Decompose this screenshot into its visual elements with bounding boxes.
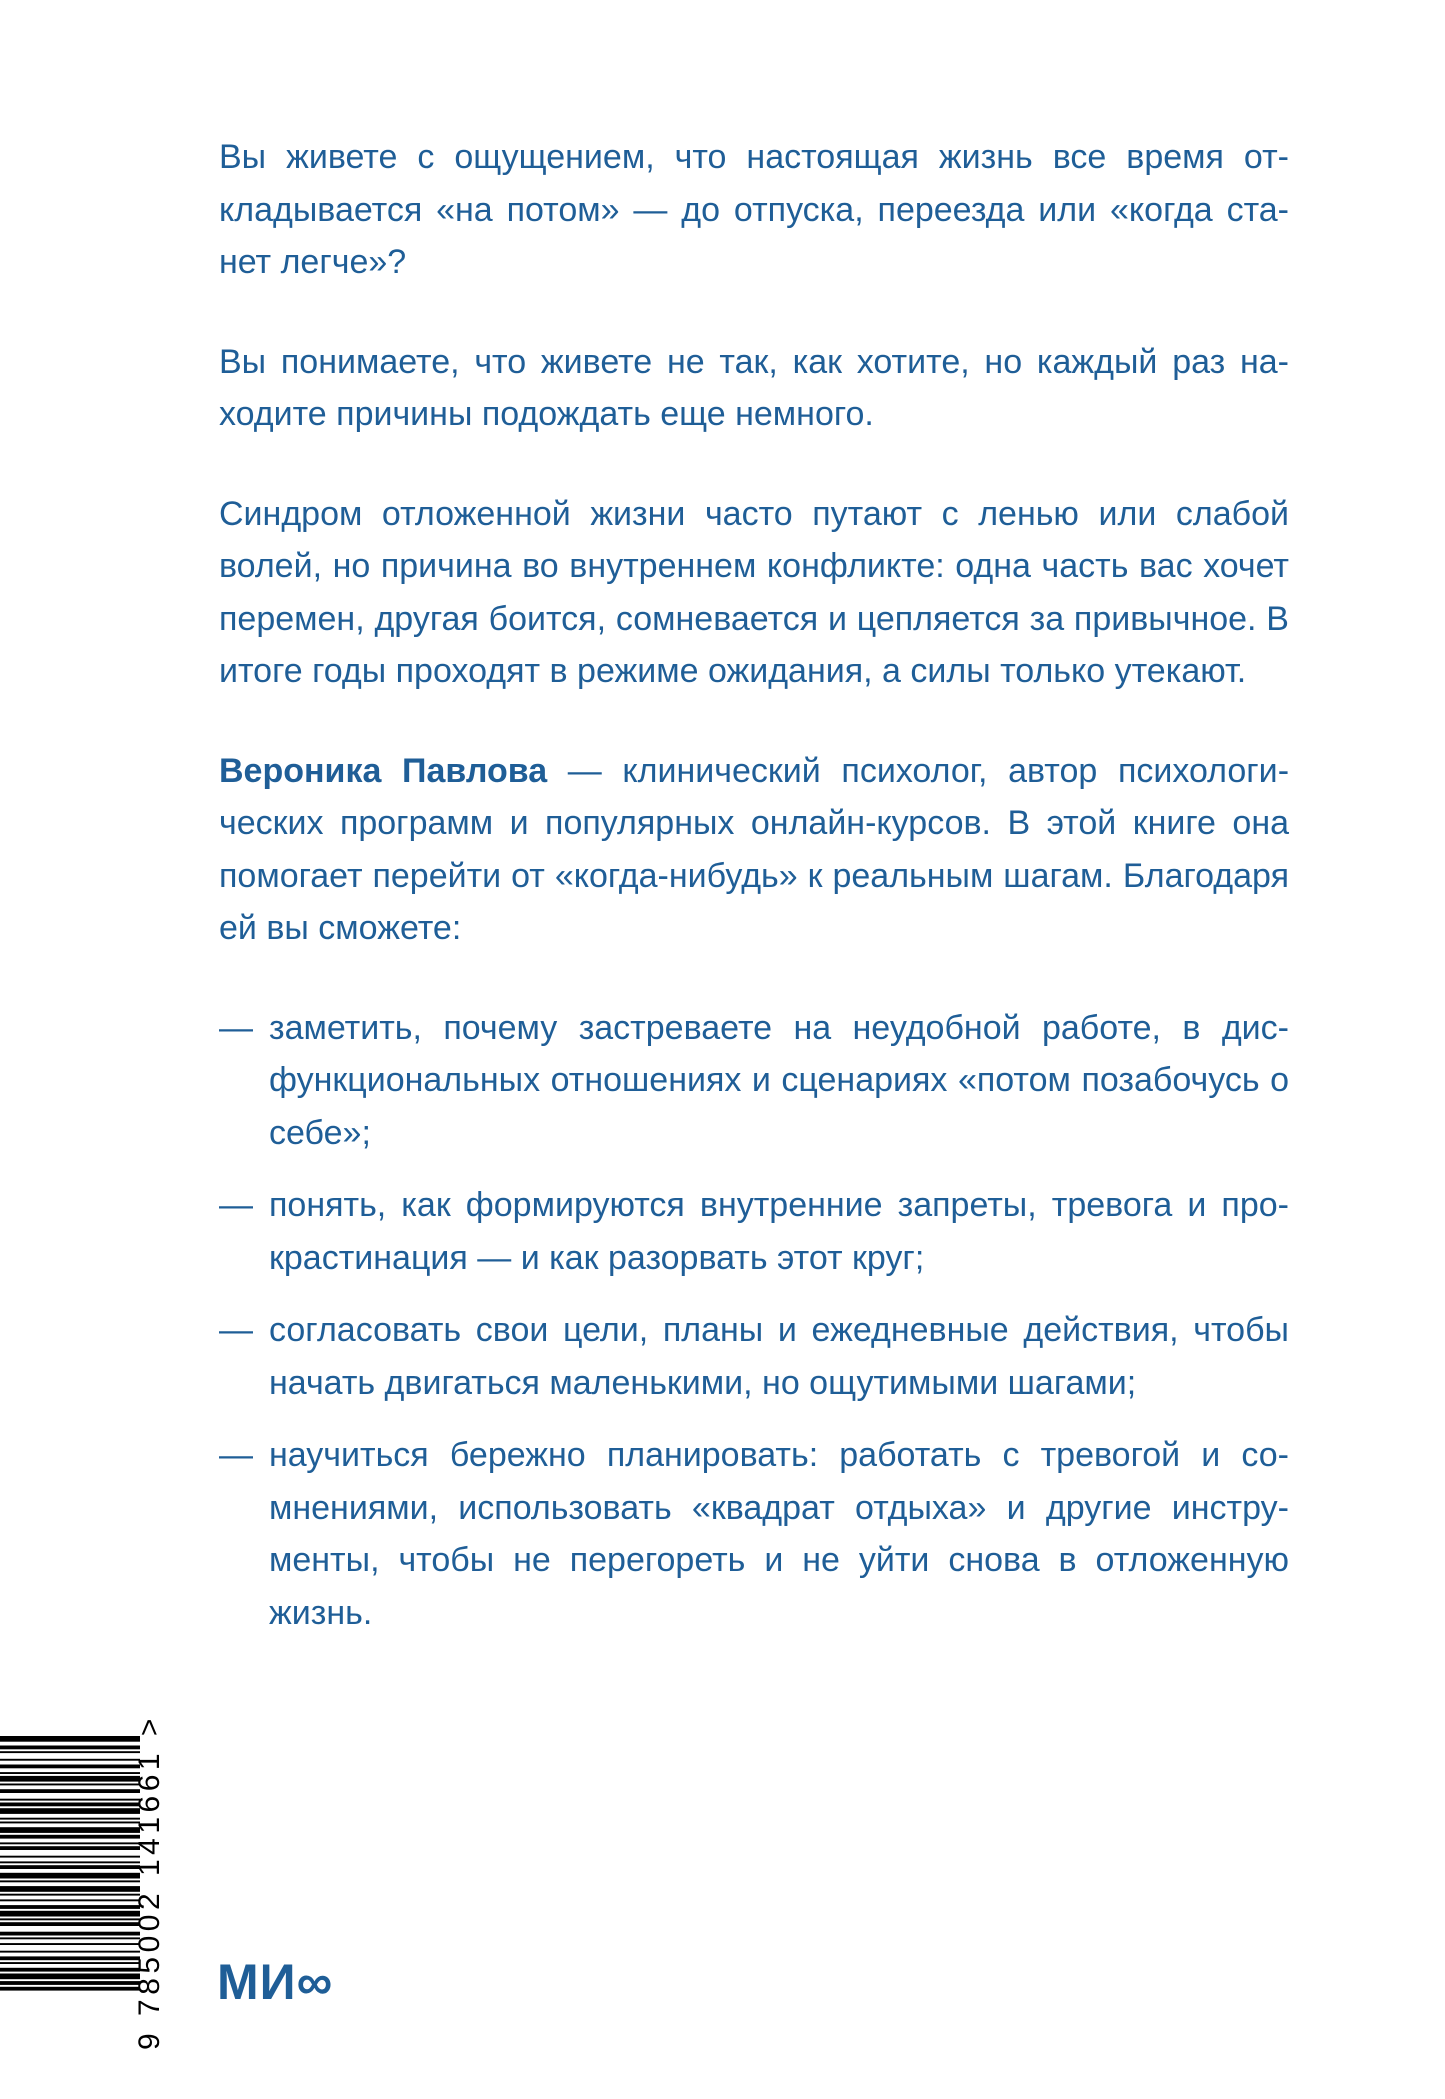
list-item [219, 1179, 1289, 1284]
barcode-bar [0, 1981, 140, 1985]
dash-marker: — [219, 1436, 253, 1474]
intro-paragraph-2: Вы понимаете, что живете не так, как хотите, но каждый раз находите причины подождать еще немного. [219, 342, 1289, 433]
list-item [219, 1304, 1289, 1409]
barcode-bar [0, 1886, 140, 1892]
barcode-bar [0, 1943, 140, 1945]
author-description: — клинический психолог, автор психологических программ и популярных онлайн-курсов. В этой книге она помогает перейти от «когда-нибудь» к реальным шагам. Благодаря ей вы сможете: [219, 751, 1290, 947]
barcode-bar [0, 1835, 140, 1839]
barcode-bar [0, 1818, 140, 1820]
barcode-bar [0, 1822, 140, 1824]
barcode-bar [0, 1911, 140, 1917]
barcode-bar [0, 1899, 140, 1901]
barcode-bar [0, 1918, 140, 1920]
list-item-text: заметить, почему застреваете на неудобной работе, в дисфункциональных отношениях и сценариях «потом позабочусь о себе»; [269, 1008, 1289, 1152]
barcode-bar [0, 1827, 140, 1833]
barcode-bar [0, 1736, 140, 1742]
barcode-bar [0, 1880, 140, 1882]
author-name: Вероника Павлова [219, 751, 548, 790]
intro-paragraph-3: Синдром отложенной жизни часто путают с ленью или слабой волей, но причина во внутреннем конфликте: одна часть вас хочет перемен, другая боится, сомневается и цепляется за привычное. В итоге годы проходят в режиме ожидания, а силы только утекают. [219, 494, 1289, 690]
barcode-bar [0, 1808, 140, 1814]
barcode-bar [0, 1962, 140, 1964]
barcode-bar [0, 1846, 140, 1850]
dash-marker: — [219, 1311, 253, 1349]
list-item [219, 1429, 1289, 1639]
barcode-bar [0, 1784, 140, 1786]
list-item-text: согласовать свои цели, планы и ежедневные действия, чтобы начать двигаться маленькими, но ощутимыми шагами; [269, 1311, 1289, 1402]
intro-paragraph-1: Вы живете с ощущением, что настоящая жизнь все время откладывается «на потом» — до отпуска, переезда или «когда станет легче»? [219, 138, 1289, 281]
barcode-bar [0, 1873, 140, 1879]
list-item-text: научиться бережно планировать: работать с тревогой и сомнениями, использовать «квадрат отдыха» и другие инструменты, чтобы не перегореть и не уйти снова в отложенную жизнь. [269, 1436, 1289, 1632]
barcode-bar [0, 1751, 140, 1753]
list-item-text: понять, как формируются внутренние запреты, тревога и прокрастинация — и как разорвать этот круг; [269, 1186, 1289, 1277]
barcode-bar [0, 1776, 140, 1782]
barcode-bar [0, 1842, 140, 1844]
barcode-bar [0, 1746, 140, 1750]
dash-marker: — [219, 1008, 253, 1047]
barcode-bar [0, 1894, 140, 1896]
barcode-bar [0, 1799, 140, 1801]
barcode-bar [0, 1932, 140, 1936]
barcode-bar [0, 1861, 140, 1863]
barcode-bar [0, 1856, 140, 1858]
barcode-bar [0, 1968, 140, 1972]
back-cover-text [219, 131, 1289, 1659]
barcode-bar [0, 1922, 140, 1926]
barcode-digits: 9 785002 141661 > [133, 1714, 166, 2050]
barcode-bar [0, 1772, 140, 1774]
barcode-bar [0, 1937, 140, 1939]
author-paragraph [219, 745, 1289, 955]
dash-marker: — [219, 1186, 253, 1224]
publisher-logo: МИ∞ [217, 1954, 334, 2010]
barcode-bar [0, 1956, 140, 1960]
barcode-bar [0, 1765, 140, 1769]
barcode-bar [0, 1865, 140, 1869]
barcode-bar [0, 1789, 140, 1793]
barcode-bar [0, 1987, 140, 1991]
barcode-bar [0, 1759, 140, 1761]
barcode-bar [0, 1951, 140, 1953]
barcode-bar [0, 1803, 140, 1807]
list-item [219, 1002, 1289, 1160]
barcode-bar [0, 1905, 140, 1909]
benefits-list [219, 1002, 1289, 1640]
barcode-bar [0, 1974, 140, 1980]
